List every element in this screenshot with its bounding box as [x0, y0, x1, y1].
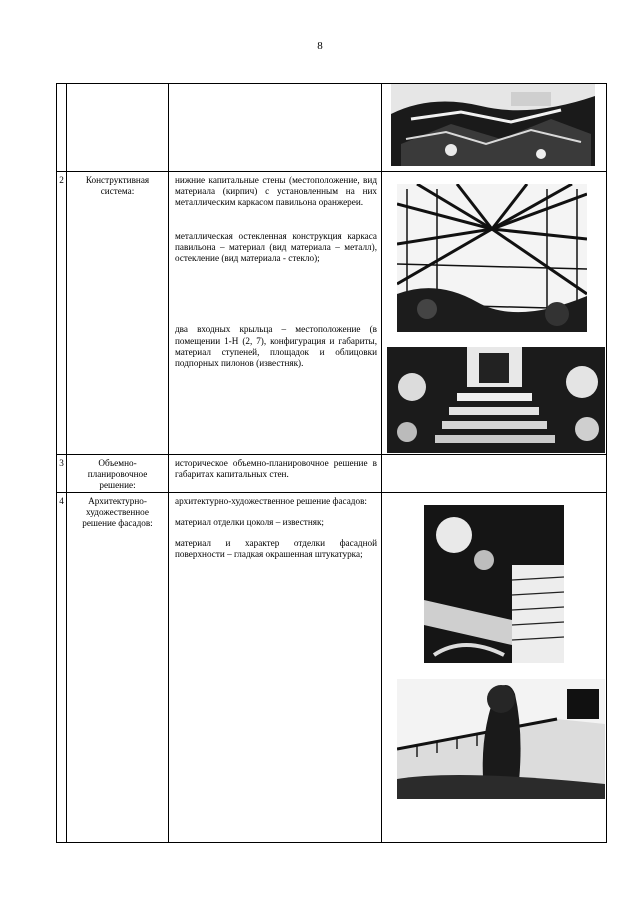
row-description [169, 455, 382, 493]
row-number: 3 [57, 455, 67, 493]
row-description [169, 172, 382, 455]
paragraph: историческое объемно-планировочное решение в габаритах капитальных стен. [175, 458, 377, 480]
table-row [57, 492, 607, 842]
table-row [57, 172, 607, 455]
paragraph: материал отделки цоколя – известняк; [175, 516, 324, 527]
photo-greenhouse-frame [397, 184, 587, 332]
row-number: 2 [57, 172, 67, 455]
row-title: Конструктивная система: [67, 172, 169, 455]
row-number [57, 84, 67, 172]
photo-ivy-facade [397, 679, 605, 799]
paragraph: металлическая остекленная конструкция каркаса павильона – материал (вид материала – металл), остекление (вид материала - стекло); [175, 230, 377, 264]
row-number: 4 [57, 492, 67, 842]
object-features-table [56, 83, 607, 843]
table-row [57, 84, 607, 172]
paragraph: два входных крыльца – местоположение (в помещении 1-Н (2, 7), конфигурация и габариты, материал ступеней, площадок и облицовки подпорных пилонов (известняк). [175, 324, 377, 368]
row-title: Архитектурно-художественное решение фасадов: [67, 492, 169, 842]
row-photos [382, 455, 607, 493]
row-photos [382, 84, 607, 172]
paragraph: нижние капитальные стены (местоположение, вид материала (кирпич) с установленным на них металлическим каркасом павильона оранжереи. [175, 175, 377, 208]
page-number: 8 [317, 40, 323, 52]
row-title [67, 84, 169, 172]
row-description [169, 492, 382, 842]
photo-pavilion-ruins [391, 84, 595, 166]
photo-facade-wall [424, 505, 564, 663]
row-title: Объемно-планировочное решение: [67, 455, 169, 493]
paragraph: материал и характер отделки фасадной поверхности – гладкая окрашенная штукатурка; [175, 538, 377, 560]
photo-entrance-steps [387, 347, 605, 453]
table-row [57, 455, 607, 493]
row-description [169, 84, 382, 172]
paragraph: архитектурно-художественное решение фасадов: [175, 495, 367, 506]
row-photos [382, 492, 607, 842]
row-photos [382, 172, 607, 455]
